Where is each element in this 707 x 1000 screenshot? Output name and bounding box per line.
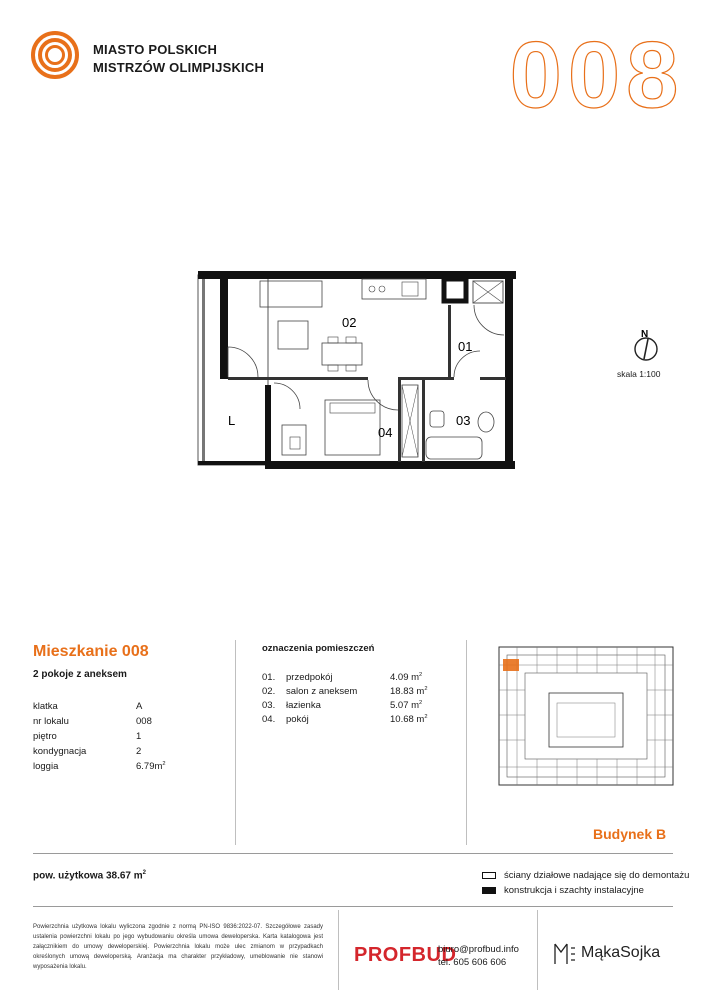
- attr-key: klatka: [33, 701, 58, 712]
- attr-value: 008: [136, 716, 152, 727]
- unit-title: Mieszkanie 008: [33, 643, 149, 660]
- attr-row: [33, 716, 173, 730]
- room-num: 01.: [262, 672, 276, 683]
- room-label-04: 04: [378, 425, 393, 440]
- unit-location-marker: [503, 659, 519, 671]
- unit-attributes: [33, 701, 183, 781]
- room-area: 18.83 $m^2$: [390, 686, 428, 698]
- room-area: 10.68 $m^2$: [390, 714, 428, 726]
- divider-vertical: [537, 910, 538, 990]
- attr-value: 1: [136, 731, 142, 742]
- total-area: pow. użytkowa 38.67 $m^2$: [33, 870, 147, 882]
- attr-value: A: [136, 701, 143, 712]
- attr-row: [33, 746, 173, 760]
- makasojka-name: MąkaSojka: [581, 944, 661, 961]
- room-label-loggia: L: [228, 413, 236, 428]
- rooms-legend-list: [262, 672, 442, 732]
- unit-number: 008: [510, 25, 685, 115]
- attr-key: kondygnacja: [33, 746, 87, 757]
- attr-key: nr lokalu: [33, 716, 69, 727]
- legend-text: konstrukcja i szachty instalacyjne: [504, 885, 644, 896]
- building-key-plan: [497, 645, 675, 787]
- contact-email[interactable]: biuro@profbud.info: [438, 944, 519, 955]
- room-row: [262, 700, 432, 714]
- room-area: 4.09 $m^2$: [390, 672, 423, 684]
- makasojka-mark-icon: [553, 940, 577, 966]
- attr-row: [33, 731, 173, 745]
- room-row: [262, 714, 432, 728]
- room-num: 03.: [262, 700, 276, 711]
- attr-value: 2: [136, 746, 142, 757]
- rooms-legend-title: oznaczenia pomieszczeń: [262, 643, 375, 654]
- room-num: 02.: [262, 686, 276, 697]
- attr-value: $6.79m^2$: [136, 761, 166, 773]
- north-label: N: [641, 329, 649, 340]
- attr-row: [33, 701, 173, 715]
- legal-disclaimer: Powierzchnia użytkowa lokalu wyliczona zgodnie z normą PN-ISO 9836:2022-07. Szczegółowe zasady ustalenia powierzchni lokalu po jego wybudowaniu określa umowa deweloperska. Karta katalogowa jest załącznikiem do umowy deweloperskiej. Powierzchnia lokalu może ulec zmianom w przypadkach określonych umową deweloperską. Aranżacja ma charakter przykładowy, umeblowanie nie stanowi wyposażenia lokalu.: [33, 924, 323, 970]
- room-name: przedpokój: [286, 672, 333, 683]
- divider-vertical: [338, 910, 339, 990]
- legend-swatch-structure: [482, 887, 496, 894]
- room-row: [262, 672, 432, 686]
- legend-text: ściany działowe nadające się do demontażu: [504, 870, 690, 881]
- room-num: 04.: [262, 714, 276, 725]
- north-arrow-icon: [628, 327, 664, 363]
- attr-key: piętro: [33, 731, 57, 742]
- divider-vertical: [235, 640, 236, 845]
- scale-label: skala 1:100: [617, 369, 661, 379]
- room-area: 5.07 $m^2$: [390, 700, 423, 712]
- building-label: Budynek B: [593, 826, 667, 842]
- brand-name-line1: MIASTO POLSKICH: [93, 42, 218, 57]
- room-label-01: 01: [458, 339, 473, 354]
- divider-vertical: [466, 640, 467, 845]
- room-name: salon z aneksem: [286, 686, 358, 697]
- unit-number-display: [510, 25, 685, 115]
- attr-row: [33, 761, 173, 775]
- unit-subtitle: 2 pokoje z aneksem: [33, 669, 127, 680]
- legend-swatch-partition: [482, 872, 496, 879]
- floor-plan: [190, 265, 520, 480]
- room-label-03: 03: [456, 413, 471, 428]
- room-label-02: 02: [342, 315, 357, 330]
- room-name: łazienka: [286, 700, 321, 711]
- attr-key: loggia: [33, 761, 59, 772]
- olympic-ring-icon: [30, 30, 80, 80]
- contact-info: [438, 943, 519, 969]
- divider-horizontal: [33, 853, 673, 854]
- brand-name-line2: MISTRZÓW OLIMPIJSKICH: [93, 60, 265, 75]
- brand-logo: [30, 30, 80, 80]
- wall-legend: [482, 870, 690, 902]
- room-row: [262, 686, 432, 700]
- profbud-logo: PROFBUD: [354, 944, 457, 966]
- room-name: pokój: [286, 714, 309, 725]
- divider-horizontal: [33, 906, 673, 907]
- contact-phone[interactable]: tel. 605 606 606: [438, 957, 507, 968]
